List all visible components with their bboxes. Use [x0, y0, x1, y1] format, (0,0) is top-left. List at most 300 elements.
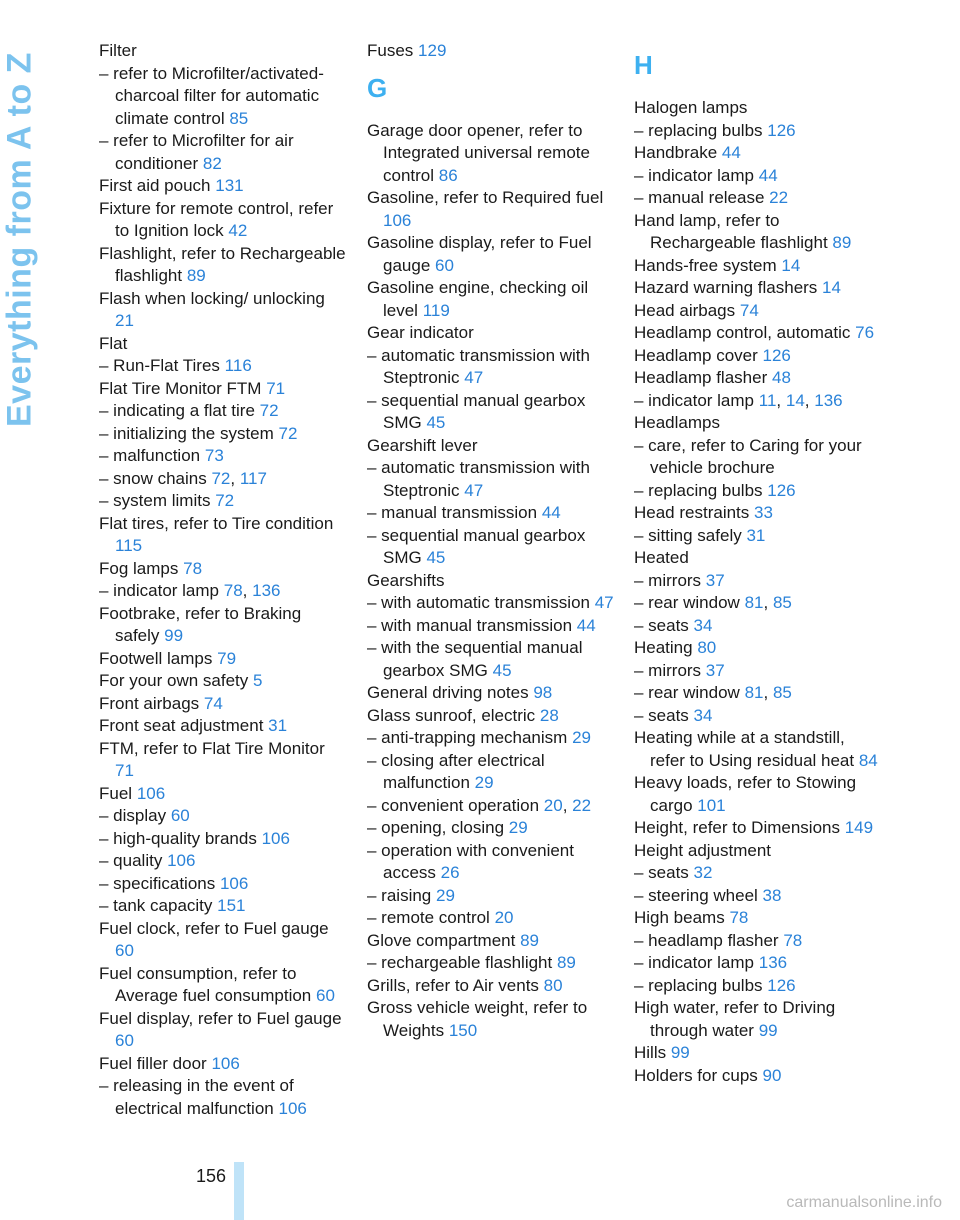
index-entry — [99, 738, 347, 783]
entry-text: – automatic transmission with Steptronic — [367, 345, 590, 387]
page-ref-link[interactable]: 99 — [670, 1043, 690, 1062]
entry-text: – replacing bulbs — [634, 120, 763, 140]
page-ref-link[interactable]: 60 — [435, 255, 454, 275]
index-entry — [367, 952, 615, 975]
index-entry — [634, 952, 882, 975]
index-entry — [634, 547, 882, 570]
entry-text: Flat tires, refer to Tire condition — [99, 513, 334, 533]
page-ref-link[interactable]: 60 — [115, 941, 134, 960]
page-ref-link[interactable]: 89 — [520, 930, 539, 950]
page-ref-link[interactable]: 126 — [767, 975, 796, 995]
index-entry — [367, 525, 615, 570]
page-ref-link[interactable]: 28 — [539, 705, 559, 725]
index-entry — [367, 907, 615, 930]
index-entry — [634, 1042, 882, 1065]
page-ref-link[interactable]: 47 — [594, 593, 614, 612]
index-entry — [634, 570, 882, 593]
index-entry — [99, 873, 347, 896]
page-ref-link[interactable]: 71 — [266, 378, 286, 398]
index-entry — [634, 885, 882, 908]
entry-text: Fuel clock, refer to Fuel gauge — [99, 918, 329, 938]
page-ref-link[interactable]: 150 — [448, 1020, 478, 1040]
index-entry — [99, 918, 347, 963]
index-entry — [634, 705, 882, 728]
index-entry — [99, 670, 347, 693]
page-ref-link[interactable]: 98 — [533, 683, 553, 702]
page-ref-link[interactable]: 14 — [781, 255, 801, 275]
index-entry — [99, 693, 347, 716]
entry-text: – headlamp flasher — [634, 930, 779, 950]
page-ref-link[interactable]: 82 — [202, 153, 222, 173]
page-ref-link[interactable]: 80 — [543, 975, 563, 995]
index-entry — [99, 400, 347, 423]
page-ref-link[interactable]: 78 — [783, 930, 803, 950]
page-ref-link[interactable]: 78 — [729, 908, 749, 927]
page-ref-link[interactable]: 45 — [492, 660, 512, 680]
page-ref-link[interactable]: 126 — [762, 345, 791, 365]
entry-text: Gearshift lever — [367, 435, 478, 455]
page-ref-link[interactable]: 34 — [693, 615, 713, 635]
index-column-3 — [634, 40, 882, 1087]
page-ref-link[interactable]: 32 — [693, 863, 713, 882]
entry-text: Hills — [634, 1043, 667, 1062]
entry-text: Heated — [634, 548, 689, 567]
page-ref-link[interactable]: 85 — [772, 683, 792, 702]
index-entry — [367, 322, 615, 345]
index-entry — [367, 727, 615, 750]
index-entry: – snow chains 72, 117 — [99, 468, 267, 488]
index-entry — [99, 175, 347, 198]
page-ref-link[interactable]: 29 — [508, 818, 528, 837]
entry-text: – replacing bulbs — [634, 480, 763, 500]
entry-text: Headlamp control, automatic — [634, 323, 851, 342]
entry-text: – refer to Microfilter/activated-charcoal filter for automatic climate control — [99, 63, 324, 128]
page-ref-link[interactable]: 85 — [772, 593, 792, 612]
entry-text: – closing after electrical malfunction — [367, 750, 545, 792]
entry-text: Front airbags — [99, 693, 200, 713]
entry-text: Gross vehicle weight, refer to Weights — [367, 998, 588, 1040]
entry-text: – care, refer to Caring for your vehicle brochure — [634, 435, 862, 477]
page-ref-link[interactable]: 14 — [822, 278, 841, 297]
entry-text: Flat — [99, 333, 128, 353]
entry-text: – releasing in the event of electrical malfunction — [99, 1076, 294, 1118]
page-ref-link[interactable]: 90 — [762, 1065, 782, 1085]
index-entry — [99, 130, 347, 175]
page-ref-link[interactable]: 151 — [217, 896, 246, 915]
page-ref-link[interactable]: 79 — [217, 648, 237, 668]
page-ref-link[interactable]: 86 — [438, 165, 458, 185]
index-entry — [367, 435, 615, 458]
index-entry — [367, 817, 615, 840]
entry-text: – sitting safely — [634, 525, 742, 545]
page-ref-link[interactable]: 29 — [572, 728, 591, 747]
letter-heading: G — [367, 72, 388, 103]
entry-text: Flat Tire Monitor FTM — [99, 378, 262, 398]
page-ref-link[interactable]: 44 — [758, 165, 778, 185]
index-entry — [634, 367, 882, 390]
entry-text: Headlamp cover — [634, 345, 758, 365]
entry-text: Glove compartment — [367, 930, 516, 950]
index-entry — [99, 603, 347, 648]
entry-text: – sequential manual gearbox SMG — [367, 390, 586, 432]
index-entry — [634, 120, 882, 143]
entry-text: – rear window — [634, 593, 740, 612]
page-ref-link[interactable]: 45 — [426, 548, 446, 567]
entry-text: Fuses — [367, 41, 414, 60]
page-ref-link[interactable]: 38 — [762, 885, 782, 905]
index-entry — [99, 850, 347, 873]
index-entry — [367, 570, 615, 593]
page-ref-link[interactable]: 89 — [556, 953, 576, 972]
page-ref-link[interactable]: 74 — [739, 300, 759, 320]
watermark: carmanualsonline.info — [786, 1194, 942, 1211]
index-entry — [367, 277, 615, 322]
index-column-1 — [99, 40, 347, 1120]
entry-text: – display — [99, 806, 167, 825]
index-entry — [634, 502, 882, 525]
entry-text: Hands-free system — [634, 255, 777, 275]
index-entry — [367, 345, 615, 390]
index-entry — [367, 975, 615, 998]
page-ref-link[interactable]: 126 — [767, 120, 796, 140]
index-entry — [367, 390, 615, 435]
page-ref-link[interactable]: 48 — [771, 368, 791, 387]
index-entry: – indicator lamp 11, 14, 136 — [634, 390, 843, 410]
page-ref-link[interactable]: 115 — [115, 536, 143, 555]
index-entry — [99, 288, 347, 333]
index-entry — [634, 412, 882, 435]
index-entry — [634, 907, 882, 930]
entry-text: Height, refer to Dimensions — [634, 818, 840, 837]
letter-heading: H — [634, 50, 653, 80]
index-entry — [634, 1065, 882, 1088]
entry-text: Head restraints — [634, 503, 750, 522]
page-ref-link[interactable]: 116 — [224, 356, 252, 375]
index-entry — [99, 333, 347, 356]
entry-text: – with manual transmission — [367, 615, 573, 635]
page-ref-link[interactable]: 84 — [858, 750, 878, 770]
entry-text: Glass sunroof, electric — [367, 705, 536, 725]
page-ref-link[interactable]: 72 — [278, 423, 298, 443]
page-ref-link[interactable]: 14 — [785, 390, 805, 410]
index-entry — [99, 513, 347, 558]
index-entry — [99, 805, 347, 828]
entry-text: – manual transmission — [367, 503, 538, 522]
entry-text: First aid pouch — [99, 176, 211, 195]
entry-text: – indicator lamp — [634, 165, 755, 185]
index-entry — [367, 457, 615, 502]
page-ref-link[interactable]: 37 — [705, 660, 725, 680]
entry-text: Flashlight, refer to Rechargeable flashlight — [99, 243, 346, 285]
entry-text: Fuel consumption, refer to Average fuel consumption — [99, 963, 312, 1005]
entry-text: Fixture for remote control, refer to Ignition lock — [99, 198, 334, 240]
index-entry — [367, 232, 615, 277]
entry-text: Gasoline, refer to Required fuel — [367, 188, 604, 207]
index-entry — [99, 648, 347, 671]
entry-text: – seats — [634, 615, 689, 635]
entry-text: Hazard warning flashers — [634, 278, 818, 297]
page-ref-link[interactable]: 106 — [211, 1053, 240, 1073]
entry-text: – specifications — [99, 873, 216, 893]
entry-text: – operation with convenient access — [367, 840, 574, 882]
page-ref-link[interactable]: 131 — [215, 176, 244, 195]
index-entry — [99, 63, 347, 131]
index-entry — [367, 615, 615, 638]
index-entry — [634, 187, 882, 210]
index-entry — [367, 705, 615, 728]
index-entry — [99, 715, 347, 738]
page-ref-link[interactable]: 99 — [758, 1020, 778, 1040]
index-entry — [634, 277, 882, 300]
entry-text: – indicator lamp — [634, 390, 755, 410]
entry-text: FTM, refer to Flat Tire Monitor — [99, 738, 325, 758]
page-ref-link[interactable]: 44 — [576, 615, 596, 635]
entry-text: Footwell lamps — [99, 648, 213, 668]
page-ref-link[interactable]: 44 — [721, 143, 741, 162]
entry-text: – indicator lamp — [99, 581, 220, 600]
index-entry — [99, 243, 347, 288]
page-ref-link[interactable]: 5 — [253, 671, 263, 690]
index-entry — [634, 975, 882, 998]
entry-text: – remote control — [367, 908, 490, 927]
entry-text: Front seat adjustment — [99, 716, 264, 735]
page-ref-link[interactable]: 81 — [744, 593, 764, 612]
page-ref-link[interactable]: 72 — [259, 401, 279, 420]
page-ref-link[interactable]: 71 — [115, 761, 134, 780]
entry-text: – opening, closing — [367, 818, 505, 837]
entry-text: – seats — [634, 705, 689, 725]
index-column-2 — [367, 40, 615, 1042]
page-ref-link[interactable]: 60 — [170, 806, 190, 825]
index-entry: – rear window 81, 85 — [634, 683, 792, 702]
page-ref-link[interactable]: 22 — [769, 188, 789, 207]
index-entry — [634, 97, 882, 120]
page-ref-link[interactable]: 106 — [383, 210, 412, 230]
page-ref-link[interactable]: 21 — [115, 311, 134, 330]
index-entry — [634, 772, 882, 817]
entry-text: Flash when locking/ unlocking — [99, 288, 325, 308]
entry-text: General driving notes — [367, 683, 529, 702]
entry-text: Heavy loads, refer to Stowing cargo — [634, 773, 857, 815]
page-ref-link[interactable]: 45 — [426, 413, 446, 432]
page-ref-link[interactable]: 11 — [758, 390, 777, 410]
entry-text: – mirrors — [634, 660, 702, 680]
entry-text: Headlamp flasher — [634, 368, 768, 387]
entry-text: – snow chains — [99, 468, 207, 488]
entry-text: – raising — [367, 885, 432, 905]
index-entry — [634, 997, 882, 1042]
entry-text: Fuel — [99, 783, 133, 803]
index-entry — [367, 592, 615, 615]
entry-text: – rechargeable flashlight — [367, 953, 553, 972]
index-entry — [99, 558, 347, 581]
index-entry — [99, 963, 347, 1008]
index-entry — [367, 40, 615, 63]
entry-text: Filter — [99, 41, 137, 60]
entry-text: – quality — [99, 851, 163, 870]
page-ref-link[interactable]: 42 — [228, 221, 248, 240]
index-entry — [367, 997, 615, 1042]
index-entry — [99, 1075, 347, 1120]
page-ref-link[interactable]: 29 — [474, 773, 494, 792]
entry-text: For your own safety — [99, 671, 249, 690]
entry-text: Heating while at a standstill, refer to Using residual heat — [634, 728, 855, 770]
index-entry — [634, 660, 882, 683]
index-entry — [99, 895, 347, 918]
entry-text: – automatic transmission with Steptronic — [367, 458, 590, 500]
entry-text: Gearshifts — [367, 570, 445, 590]
page-ref-link[interactable]: 101 — [697, 795, 726, 815]
index-entry — [634, 142, 882, 165]
page-ref-link[interactable]: 60 — [316, 986, 335, 1005]
index-entry — [367, 840, 615, 885]
entry-text: Hand lamp, refer to Rechargeable flashlight — [634, 210, 828, 252]
page-ref-link[interactable]: 47 — [464, 368, 484, 387]
index-entry — [99, 40, 347, 63]
page-ref-link[interactable]: 106 — [278, 1098, 307, 1118]
page-ref-link[interactable]: 106 — [261, 828, 290, 848]
page-ref-link[interactable]: 29 — [436, 885, 455, 905]
page-ref-link[interactable]: 34 — [693, 705, 713, 725]
page-ref-link[interactable]: 44 — [541, 503, 561, 522]
index-entry — [634, 210, 882, 255]
entry-text: – with automatic transmission — [367, 593, 590, 612]
page-ref-link[interactable]: 20 — [543, 795, 563, 815]
index-entry — [367, 885, 615, 908]
page-ref-link[interactable]: 89 — [832, 233, 852, 252]
page-ref-link[interactable]: 126 — [767, 480, 796, 500]
index-entry — [634, 840, 882, 863]
entry-text: – seats — [634, 863, 689, 882]
page-ref-link[interactable]: 149 — [844, 818, 874, 837]
page-ref-link[interactable]: 81 — [744, 683, 764, 702]
index-entry — [634, 480, 882, 503]
entry-text: – replacing bulbs — [634, 975, 763, 995]
entry-text: Gasoline display, refer to Fuel gauge — [367, 233, 592, 275]
entry-text: – high-quality brands — [99, 828, 257, 848]
index-entry — [367, 750, 615, 795]
index-entry — [634, 525, 882, 548]
page-ref-link[interactable]: 85 — [229, 108, 249, 128]
page-ref-link[interactable]: 80 — [697, 638, 717, 657]
page-ref-link[interactable]: 76 — [855, 323, 875, 342]
index-entry — [99, 423, 347, 446]
entry-text: High beams — [634, 908, 725, 927]
page-ref-link[interactable]: 60 — [115, 1031, 134, 1050]
page-number: 156 — [195, 1166, 226, 1186]
page-ref-link[interactable]: 22 — [572, 795, 592, 815]
page-ref-link[interactable]: 99 — [164, 626, 184, 645]
page-ref-link[interactable]: 106 — [219, 873, 249, 893]
page-ref-link[interactable]: 78 — [223, 581, 243, 600]
page-ref-link[interactable]: 106 — [167, 851, 196, 870]
entry-text: Footbrake, refer to Braking safely — [99, 603, 302, 645]
index-entry — [367, 502, 615, 525]
index-entry — [99, 378, 347, 401]
index-entry — [634, 637, 882, 660]
page-ref-link[interactable]: 136 — [252, 581, 281, 600]
index-entry: – rear window 81, 85 — [634, 593, 792, 612]
index-entry — [367, 682, 615, 705]
page-ref-link[interactable]: 106 — [136, 783, 166, 803]
entry-text: – anti-trapping mechanism — [367, 728, 568, 747]
page-ref-link[interactable]: 72 — [215, 491, 235, 510]
entry-text: Headlamps — [634, 413, 720, 432]
entry-text: High water, refer to Driving through water — [634, 998, 836, 1040]
page-ref-link[interactable]: 20 — [494, 908, 514, 927]
page-ref-link[interactable]: 31 — [746, 525, 766, 545]
page-ref-link[interactable]: 129 — [418, 41, 447, 60]
entry-text: – mirrors — [634, 570, 702, 590]
index-entry: – convenient operation 20, 22 — [367, 795, 592, 815]
index-entry — [367, 637, 615, 682]
index-entry — [634, 165, 882, 188]
entry-text: – initializing the system — [99, 423, 274, 443]
index-entry — [99, 198, 347, 243]
entry-text: – Run-Flat Tires — [99, 356, 220, 375]
page-ref-link[interactable]: 117 — [239, 468, 267, 488]
page-ref-link[interactable]: 74 — [203, 693, 223, 713]
entry-text: Heating — [634, 638, 693, 657]
index-entry — [634, 255, 882, 278]
index-entry — [367, 187, 615, 232]
index-entry — [634, 817, 882, 840]
entry-text: Handbrake — [634, 143, 718, 162]
index-entry — [367, 120, 615, 188]
index-entry — [367, 930, 615, 953]
entry-text: – tank capacity — [99, 896, 213, 915]
index-entry — [634, 862, 882, 885]
index-entry — [99, 355, 347, 378]
entry-text: – steering wheel — [634, 885, 758, 905]
index-entry — [99, 783, 347, 806]
page-ref-link[interactable]: 136 — [814, 390, 843, 410]
entry-text: Head airbags — [634, 300, 736, 320]
index-entry — [634, 930, 882, 953]
page-ref-link[interactable]: 47 — [464, 480, 484, 500]
entry-text: Holders for cups — [634, 1065, 758, 1085]
index-entry — [99, 445, 347, 468]
page-ref-link[interactable]: 31 — [268, 716, 288, 735]
entry-text: Fuel filler door — [99, 1053, 207, 1073]
index-entry — [634, 727, 882, 772]
index-entry — [634, 300, 882, 323]
entry-text: – manual release — [634, 188, 765, 207]
index-entry — [99, 490, 347, 513]
index-entry — [99, 1008, 347, 1053]
page-ref-link[interactable]: 73 — [204, 446, 224, 465]
entry-text: – refer to Microfilter for air conditioner — [99, 131, 294, 173]
entry-text: Gear indicator — [367, 323, 474, 342]
page-ref-link[interactable]: 37 — [705, 570, 725, 590]
page-ref-link[interactable]: 89 — [186, 266, 206, 285]
index-entry — [634, 345, 882, 368]
entry-text: Gasoline engine, checking oil level — [367, 278, 589, 320]
page-ref-link[interactable]: 136 — [758, 953, 788, 972]
entry-text: Grills, refer to Air vents — [367, 975, 539, 995]
page-ref-link[interactable]: 78 — [183, 558, 203, 578]
side-section-title: Everything from A to Z — [0, 52, 39, 428]
entry-text: – indicating a flat tire — [99, 401, 255, 420]
index-entry — [634, 435, 882, 480]
page-ref-link[interactable]: 72 — [211, 468, 231, 488]
page-ref-link[interactable]: 119 — [422, 300, 450, 320]
index-entry — [99, 828, 347, 851]
entry-text: – system limits — [99, 491, 211, 510]
page-ref-link[interactable]: 26 — [440, 863, 460, 882]
page-ref-link[interactable]: 33 — [754, 503, 773, 522]
entry-text: Fuel display, refer to Fuel gauge — [99, 1008, 342, 1028]
